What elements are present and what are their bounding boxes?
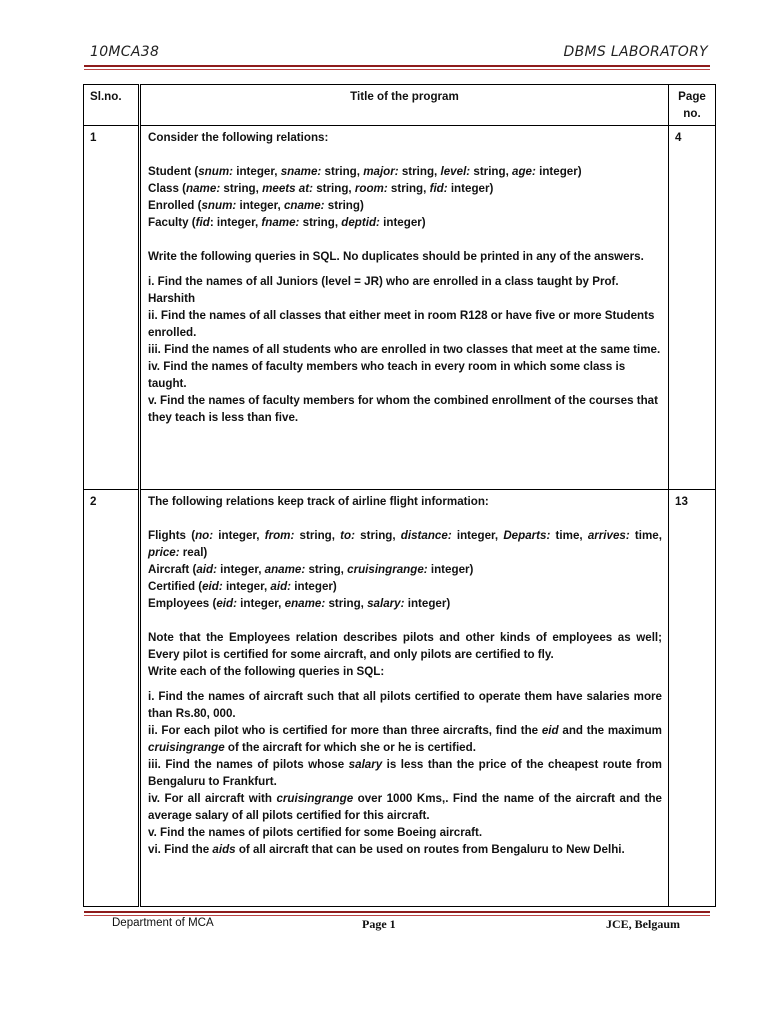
relation-line: Enrolled (snum: integer, cname: string) xyxy=(148,199,364,212)
row-note: Note that the Employees relation describes pilots and other kinds of employees as well; Every pilot is certified for some aircraft, and only pilots are certified to fly. xyxy=(148,631,662,661)
relation-line: Faculty (fid: integer, fname: string, deptid: integer) xyxy=(148,216,426,229)
row-slno: 1 xyxy=(84,126,140,490)
slno-header: Sl.no. xyxy=(84,85,140,126)
course-code: 10MCA38 xyxy=(90,44,160,60)
query-item: i. Find the names of all Juniors (level = JR) who are enrolled in a class taught by Prof. Harshith xyxy=(148,275,619,305)
row-title xyxy=(140,490,669,907)
row-page: 13 xyxy=(669,490,716,907)
row-slno: 2 xyxy=(84,490,140,907)
relation-line: Certified (eid: integer, aid: integer) xyxy=(148,580,337,593)
query-item: ii. For each pilot who is certified for more than three aircrafts, find the eid and the maximum cruisingrange of the aircraft for which she or he is certified. xyxy=(148,724,662,754)
table-header-row xyxy=(84,85,716,126)
footer-institution: JCE, Belgaum xyxy=(606,917,681,931)
lab-title: DBMS LABORATORY xyxy=(563,44,708,60)
relation-line: Student (snum: integer, sname: string, major: string, level: string, age: integer) xyxy=(148,165,582,178)
relation-line: Aircraft (aid: integer, aname: string, cruisingrange: integer) xyxy=(148,563,474,576)
footer-rule xyxy=(84,911,710,913)
query-item: v. Find the names of pilots certified for some Boeing aircraft. xyxy=(148,826,483,839)
query-item: vi. Find the aids of all aircraft that can be used on routes from Bengaluru to New Delhi. xyxy=(148,843,625,856)
footer-department: Department of MCA xyxy=(112,917,214,929)
table-row xyxy=(84,126,716,490)
query-item: iv. Find the names of faculty members who teach in every room in which some class is taught. xyxy=(148,360,626,390)
query-item: i. Find the names of aircraft such that all pilots certified to operate them have salaries more than Rs.80, 000. xyxy=(148,690,662,720)
query-item: iii. Find the names of all students who are enrolled in two classes that meet at the same time. xyxy=(148,343,661,356)
program-table xyxy=(83,84,716,907)
row-instruction: Write each of the following queries in SQL: xyxy=(148,665,385,678)
header-rule xyxy=(84,65,710,67)
page-header: Page no. xyxy=(669,85,716,126)
title-header: Title of the program xyxy=(140,85,669,126)
row-intro: The following relations keep track of airline flight information: xyxy=(148,495,489,508)
row-title xyxy=(140,126,669,490)
relation-line: Employees (eid: integer, ename: string, salary: integer) xyxy=(148,597,451,610)
relation-line: Flights (no: integer, from: string, to: string, distance: integer, Departs: time, arrives: time, price: real) xyxy=(148,529,662,559)
row-page: 4 xyxy=(669,126,716,490)
row-intro: Consider the following relations: xyxy=(148,131,329,144)
footer-page-number: Page 1 xyxy=(362,917,396,931)
relation-line: Class (name: string, meets at: string, room: string, fid: integer) xyxy=(148,182,494,195)
query-item: iv. For all aircraft with cruisingrange over 1000 Kms,. Find the name of the aircraft and the average salary of all pilots certified for this aircraft. xyxy=(148,792,662,822)
table-row xyxy=(84,490,716,907)
query-item: v. Find the names of faculty members for whom the combined enrollment of the courses that they teach is less than five. xyxy=(148,394,658,424)
header-rule-thin xyxy=(84,69,710,70)
row-instruction: Write the following queries in SQL. No duplicates should be printed in any of the answers. xyxy=(148,250,644,263)
footer-rule-thin xyxy=(84,915,710,916)
query-item: ii. Find the names of all classes that either meet in room R128 or have five or more Students enrolled. xyxy=(148,309,655,339)
query-item: iii. Find the names of pilots whose salary is less than the price of the cheapest route from Bengaluru to Frankfurt. xyxy=(148,758,662,788)
